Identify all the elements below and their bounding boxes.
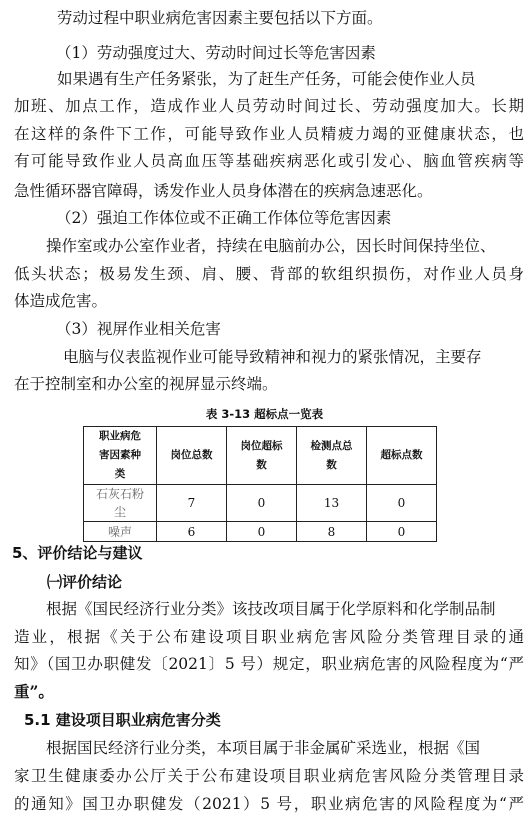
item1-line: 有可能导致作业人员高血压等基础疾病恶化或引发心、脑血管疾病等 xyxy=(14,152,524,170)
sub1-line: 重”。 xyxy=(14,682,54,701)
sub51-title: 5.1 建设项目职业病危害分类 xyxy=(24,711,221,729)
cell-points: 13 xyxy=(297,485,367,522)
cell-points-over: 0 xyxy=(367,485,437,522)
table-caption: 表 3-13 超标点一览表 xyxy=(205,407,324,421)
header-point-count: 检测点总 数 xyxy=(297,427,367,485)
sub51-line: 的通知》国卫办职健发（2021）5 号，职业病危害的风险程度为“严 xyxy=(14,795,524,813)
section5-title: 5、评价结论与建议 xyxy=(12,544,143,562)
cell-points: 8 xyxy=(297,522,367,542)
sub1-title: ㈠评价结论 xyxy=(47,573,123,591)
item1-line: 在这样的条件下工作，可能导致作业人员精疲力竭的亚健康状态，也 xyxy=(14,125,524,143)
item1-line: 如果遇有生产任务紧张，为了赶生产任务，可能会使作业人员 xyxy=(57,70,476,88)
sub1-line: 根据《国民经济行业分类》该技改项目属于化学原料和化学制品制 xyxy=(46,600,496,618)
cell-points-over: 0 xyxy=(367,522,437,542)
header-post-exceed: 岗位超标 数 xyxy=(227,427,297,485)
item1-line: 急性循环器官障碍，诱发作业人员身体潜在的疾病急速恶化。 xyxy=(14,182,433,200)
cell-posts-over: 0 xyxy=(227,522,297,542)
sub1-line: 造业，根据《关于公布建设项目职业病危害风险分类管理目录的通 xyxy=(14,628,524,646)
item2-title: （2）强迫工作体位或不正确工作体位等危害因素 xyxy=(56,209,392,227)
item3-title: （3）视屏作业相关危害 xyxy=(56,320,221,338)
header-hazard-type: 职业病危 害因素种 类 xyxy=(84,427,157,485)
item3-line: 在于控制室和办公室的视屏显示终端。 xyxy=(14,375,278,393)
item1-line: 加班、加点工作，造成作业人员劳动时间过长、劳动强度加大。长期 xyxy=(14,97,524,115)
sub1-line: 知》（国卫办职健发〔2021〕5 号）规定，职业病危害的风险程度为“严 xyxy=(14,655,524,673)
item1-title: （1）劳动强度过大、劳动时间过长等危害因素 xyxy=(56,44,376,62)
item3-line: 电脑与仪表监视作业可能导致精神和视力的紧张情况，主要存 xyxy=(63,348,482,366)
item2-line: 体造成危害。 xyxy=(14,292,108,310)
cell-posts: 7 xyxy=(157,485,227,522)
cell-hazard: 石灰石粉 尘 xyxy=(84,485,157,522)
table-header-row xyxy=(84,427,437,485)
header-post-count: 岗位总数 xyxy=(157,427,227,485)
exceedance-table xyxy=(83,426,437,542)
cell-posts: 6 xyxy=(157,522,227,542)
table-row xyxy=(84,485,437,522)
cell-hazard: 噪声 xyxy=(84,522,157,542)
header-point-exceed: 超标点数 xyxy=(367,427,437,485)
item2-line: 低头状态；极易发生颈、肩、腰、背部的软组织损伤，对作业人员身 xyxy=(14,265,524,283)
sub51-line: 家卫生健康委办公厅关于公布建设项目职业病危害风险分类管理目录 xyxy=(14,767,524,785)
cell-posts-over: 0 xyxy=(227,485,297,522)
intro-line: 劳动过程中职业病危害因素主要包括以下方面。 xyxy=(57,9,383,27)
table-row xyxy=(84,522,437,542)
sub51-line: 根据国民经济行业分类，本项目属于非金属矿采选业，根据《国 xyxy=(46,739,481,757)
item2-line: 操作室或办公室作业者，持续在电脑前办公，因长时间保持坐位、 xyxy=(46,237,496,255)
